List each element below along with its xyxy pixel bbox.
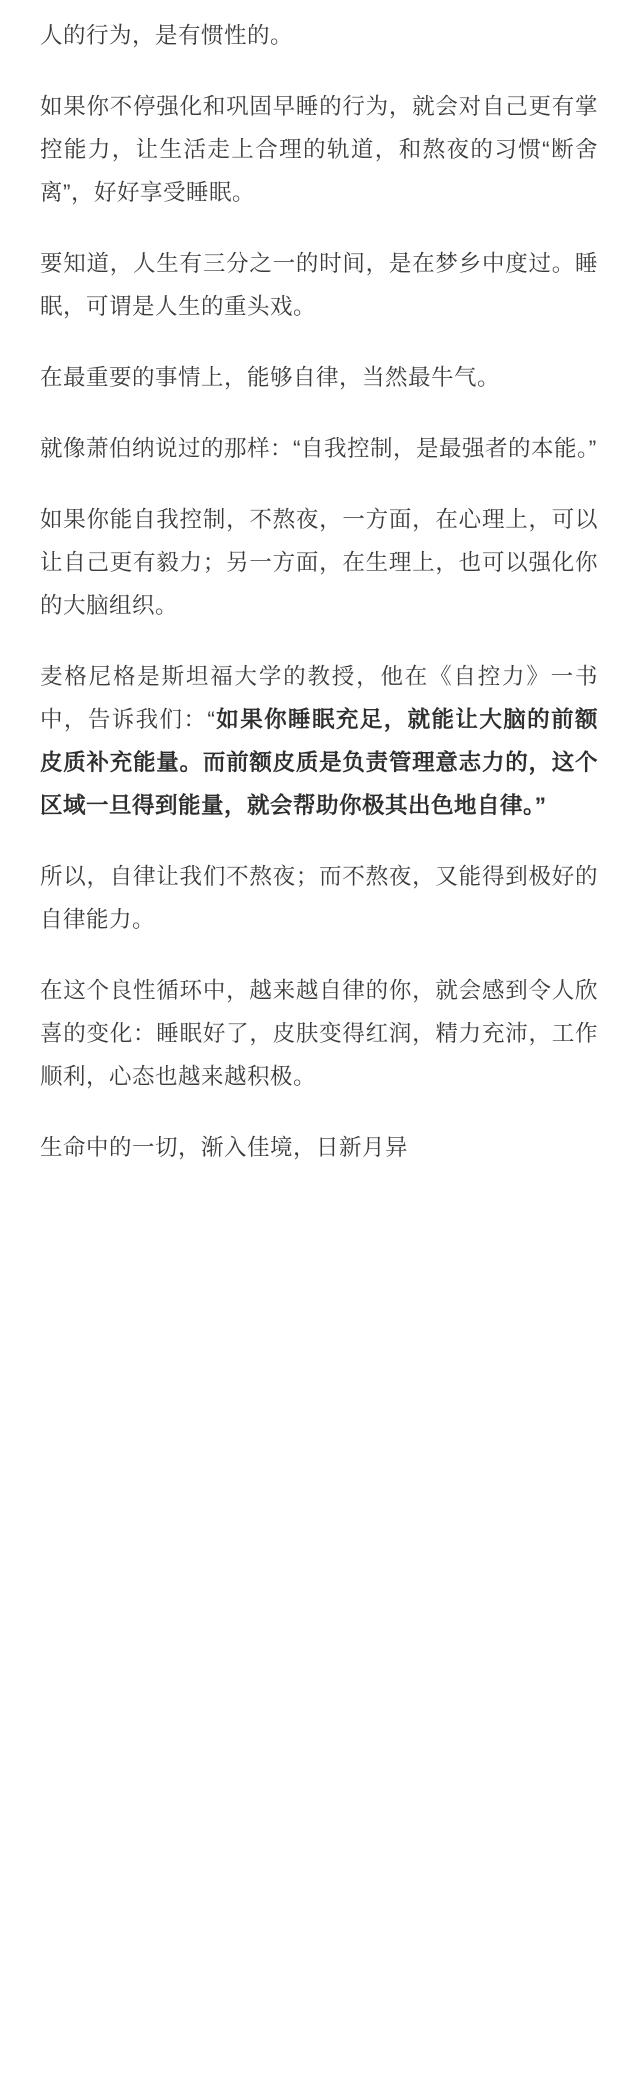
paragraph-1: 人的行为，是有惯性的。: [40, 23, 294, 48]
paragraph-6: 如果你能自我控制，不熬夜，一方面，在心理上，可以让自己更有毅力；另一方面，在生理上，也可以强化你的大脑组织。: [40, 507, 598, 618]
paragraph-8: 所以，自律让我们不熬夜；而不熬夜，又能得到极好的自律能力。: [40, 864, 598, 932]
paragraph-9: 在这个良性循环中，越来越自律的你，就会感到令人欣喜的变化：睡眠好了，皮肤变得红润，精力充沛，工作顺利，心态也越来越积极。: [40, 978, 598, 1089]
paragraph-4: 在最重要的事情上，能够自律，当然最牛气。: [40, 365, 501, 390]
quote-lead-text: 麦格尼格是斯坦福大学的教授，他在《自控力》一书中，告诉我们：“: [40, 664, 598, 732]
paragraph-7-quote: [40, 655, 598, 827]
paragraph-5: 就像萧伯纳说过的那样：“自我控制，是最强者的本能。”: [40, 436, 597, 461]
quote-bold-text: 如果你睡眠充足，就能让大脑的前额皮质补充能量。而前额皮质是负责管理意志力的，这个区域一旦得到能量，就会帮助你极其出色地自律。: [40, 707, 598, 818]
paragraph-3: 要知道，人生有三分之一的时间，是在梦乡中度过。睡眠，可谓是人生的重头戏。: [40, 251, 598, 319]
paragraph-10: 生命中的一切，渐入佳境，日新月异: [40, 1135, 409, 1160]
quote-tail-text: ”: [534, 793, 547, 818]
paragraph-2: 如果你不停强化和巩固早睡的行为，就会对自己更有掌控能力，让生活走上合理的轨道，和熬夜的习惯“断舍离”，好好享受睡眠。: [40, 94, 598, 205]
